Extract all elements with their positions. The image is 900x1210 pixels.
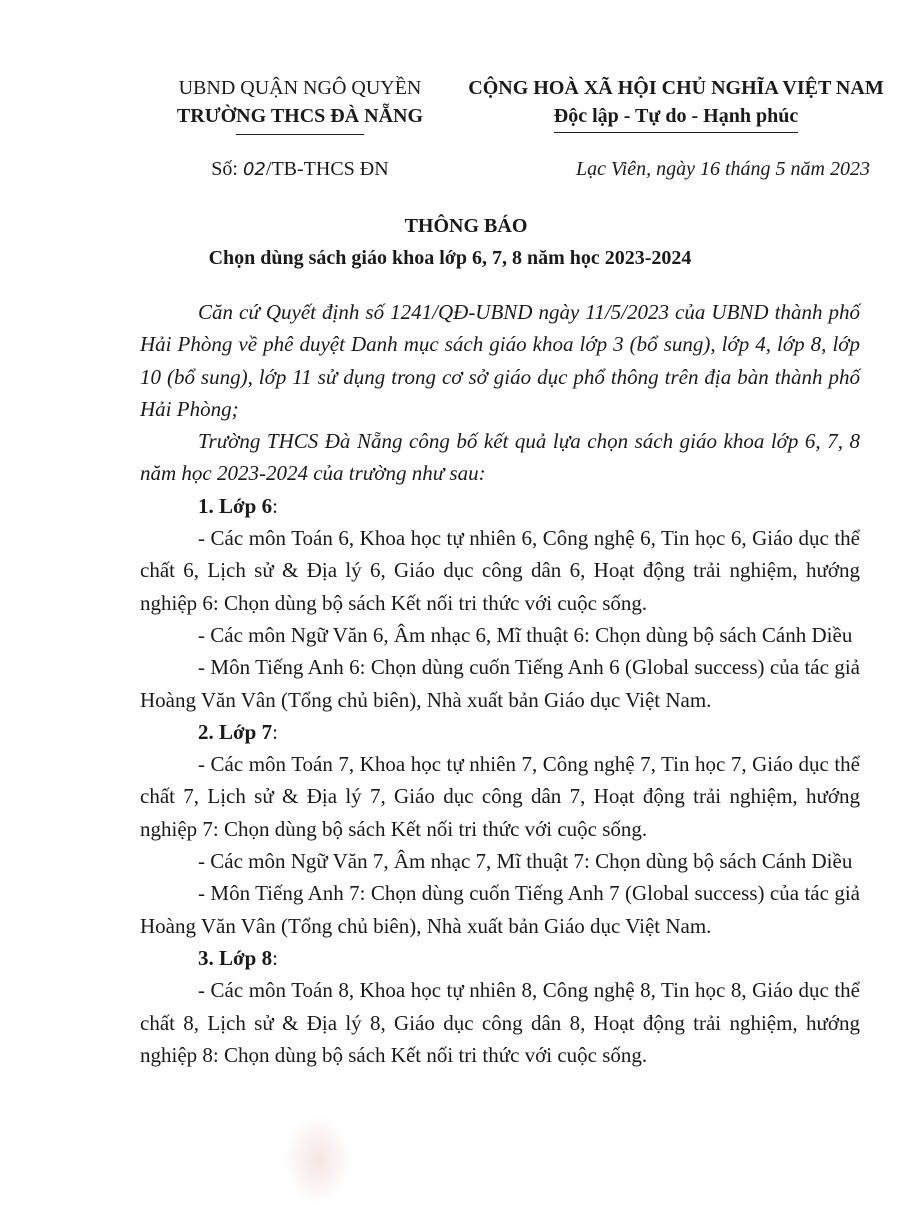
list-item: - Các môn Toán 7, Khoa học tự nhiên 7, Công nghệ 7, Tin học 7, Giáo dục thể chất 7, Lịch sử & Địa lý 7, Giáo dục công dân 7, Hoạt động trải nghiệm, hướng nghiệp 7: Chọn dùng bộ sách Kết nối tri thức với cuộc sống. [140,752,860,841]
list-item: - Các môn Toán 8, Khoa học tự nhiên 8, Công nghệ 8, Tin học 8, Giáo dục thể chất 8, Lịch sử & Địa lý 8, Giáo dục công dân 8, Hoạt động trải nghiệm, hướng nghiệp 8: Chọn dùng bộ sách Kết nối tri thức với cuộc sống. [140,978,860,1067]
issuer-underline [236,134,364,135]
document-title: THÔNG BÁO [404,215,528,237]
document-number [150,158,450,181]
section-heading-text: 1. Lớp 6 [198,493,273,518]
document-subtitle: Chọn dùng sách giáo khoa lớp 6, 7, 8 năm học 2023-2024 [208,247,692,269]
section-heading-colon: : [272,493,278,518]
issuer-block [150,74,450,135]
section-heading-colon: : [272,945,278,970]
section-heading-colon: : [272,719,278,744]
paper-stain [283,1115,353,1205]
section-heading-grade-7 [140,716,860,748]
national-motto: Độc lập - Tự do - Hạnh phúc [554,102,798,133]
list-item: - Các môn Ngữ Văn 7, Âm nhạc 7, Mĩ thuật 7: Chọn dùng bộ sách Cánh Diều [198,849,853,874]
list-item: - Môn Tiếng Anh 7: Chọn dùng cuốn Tiếng Anh 7 (Global success) của tác giả Hoàng Văn Vân (Tổng chủ biên), Nhà xuất bản Giáo dục Việt Nam. [140,881,860,938]
list-item: - Các môn Ngữ Văn 6, Âm nhạc 6, Mĩ thuật 6: Chọn dùng bộ sách Cánh Diều [198,622,853,647]
number-prefix: Số: [211,158,243,180]
number-handwritten: 02 [242,159,266,180]
number-suffix: /TB-THCS ĐN [265,158,389,180]
school-name: TRƯỜNG THCS ĐÀ NẴNG [176,105,424,127]
list-item: - Môn Tiếng Anh 6: Chọn dùng cuốn Tiếng Anh 6 (Global success) của tác giả Hoàng Văn Vân (Tổng chủ biên), Nhà xuất bản Giáo dục Việt Nam. [140,655,860,712]
section-heading-text: 3. Lớp 8 [198,945,273,970]
section-heading-grade-6 [140,490,860,522]
place-date: Lạc Viên, ngày 16 tháng 5 năm 2023 [575,158,870,180]
country-name: CỘNG HOÀ XÃ HỘI CHỦ NGHĨA VIỆT NAM [468,77,884,99]
section-heading-text: 2. Lớp 7 [198,719,273,744]
intro-paragraph-announcement: Trường THCS Đà Nẵng công bố kết quả lựa chọn sách giáo khoa lớp 6, 7, 8 năm học 2023-2024 của trường như sau: [140,429,860,486]
agency-name: UBND QUẬN NGÔ QUYỀN [178,77,422,99]
document-body [140,296,860,1071]
list-item: - Các môn Toán 6, Khoa học tự nhiên 6, Công nghệ 6, Tin học 6, Giáo dục thể chất 6, Lịch sử & Địa lý 6, Giáo dục công dân 6, Hoạt động trải nghiệm, hướng nghiệp 6: Chọn dùng bộ sách Kết nối tri thức với cuộc sống. [140,526,860,615]
intro-paragraph-legal-basis: Căn cứ Quyết định số 1241/QĐ-UBND ngày 11/5/2023 của UBND thành phố Hải Phòng về phê duyệt Danh mục sách giáo khoa lớp 3 (bổ sung), lớp 4, lớp 8, lớp 10 (bổ sung), lớp 11 sử dụng trong cơ sở giáo dục phổ thông trên địa bàn thành phố Hải Phòng; [140,300,860,421]
section-heading-grade-8 [140,942,860,974]
national-header [462,74,890,133]
document-title-block [0,210,900,274]
